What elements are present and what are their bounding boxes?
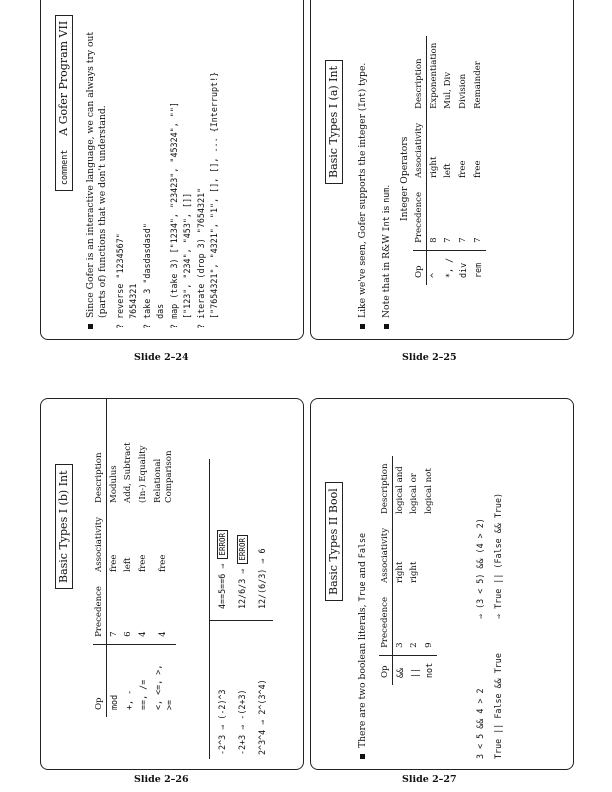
bullet-square-icon [384,324,389,329]
example-line: -2+3 ⇒ -(2+3) [237,689,247,755]
header-cell: Precedence [413,185,426,250]
table-row: *, / 7 left Mul, Div [441,36,456,285]
bullet-continuation: (parts of) functions that we don't understand. [97,105,108,318]
header-cell: Op [379,655,392,685]
example-line: 12/6/3 ⇒ ERROR [237,535,248,609]
operators-table [413,36,486,285]
divider [209,459,210,759]
slide-title: Basic Types II Bool [325,482,343,601]
header-cell: Description [93,399,106,510]
title-keyword: comment [59,149,69,185]
table-row: not 9 logical not [422,456,437,685]
example-line: 4==5==6 ⇒ ERROR [217,530,228,609]
bullet-square-icon [360,754,365,759]
header-cell: Associativity [93,510,106,579]
example-line: True || False && True [493,653,503,759]
example-line: -2^3 ⇒ (-2)^3 [217,689,227,755]
implies-arrow-icon: ⇒ [237,568,247,574]
table-caption: Integer Operators [399,136,410,221]
table-row: rem 7 free Remainder [471,36,486,285]
bullet-square-icon [360,324,365,329]
table-row: || 2 right logical or [407,456,422,685]
implies-arrow-icon: ⇒ [493,613,503,619]
code-line: ? iterate (drop 3) "7654321" [196,187,206,329]
header-cell: Description [379,456,392,520]
slide-2-24 [40,0,304,340]
implies-arrow-icon: ⇒ [257,719,267,725]
table-row: mod 7 free Modulus [106,399,121,717]
implies-arrow-icon: ⇒ [475,613,485,619]
bullet-square-icon [88,324,93,329]
slide-title: Basic Types I (b) Int [55,464,73,589]
implies-arrow-icon: ⇒ [237,724,247,730]
code-line: ["7654321", "4321", "1", [], [], ... {Interrupt!} [209,71,219,319]
slide-caption: Slide 2–24 [134,352,189,363]
header-cell: Precedence [379,590,392,655]
code-line: 7654321 [128,283,138,319]
example-line: ⇒ (3 < 5) && (4 > 2) [475,518,485,619]
slide-caption: Slide 2–26 [134,774,189,785]
slide-caption: Slide 2–25 [402,352,457,363]
table-row: div 7 free Division [456,36,471,285]
slide-2-27 [310,398,574,770]
bullet: Like we've seen, Gofer supports the integer (Int) type. [357,63,369,329]
implies-arrow-icon: ⇒ [257,558,267,564]
table-row: ^ 8 right Exponentiation [426,36,441,285]
operators-table [379,456,437,685]
code-line: das [155,303,165,319]
error-badge: ERROR [217,530,228,559]
table-row: +, - 6 left Add, Subtract [121,399,136,717]
example-line: 12/(6/3) ⇒ 6 [257,548,267,609]
code-line: ["123", "234", "453", []] [182,192,192,319]
header-cell: Description [413,36,426,116]
example-line: 2^3^4 ⇒ 2^(3^4) [257,679,267,755]
example-line: 3 < 5 && 4 > 2 [475,688,485,759]
header-cell: Op [93,644,106,717]
slide-2-25 [310,0,574,340]
error-badge: ERROR [237,535,248,564]
bullet: There are two boolean literals, True and False [357,533,369,759]
header-cell: Associativity [413,116,426,185]
table-row: ==, /= 4 free (In-) Equality [136,399,151,717]
divider [209,620,273,621]
slide-title [55,15,73,191]
header-cell: Op [413,250,426,285]
example-line: ⇒ True || (False && True) [493,492,503,619]
slide-2-26 [40,398,304,770]
implies-arrow-icon: ⇒ [217,563,227,569]
bullet: Note that in R&W Int is num. [381,185,393,329]
code-line: ? reverse "1234567" [115,233,125,329]
table-row: <, <=, >, >= 4 free Relational Comparison [151,399,176,717]
bullet: Since Gofer is an interactive language, we can always try out [85,32,97,329]
slide-title: Basic Types I (a) Int [325,60,343,184]
header-cell: Associativity [379,521,392,590]
title-text: A Gofer Program VII [57,20,70,136]
operators-table [93,399,176,717]
slide-caption: Slide 2–27 [402,774,457,785]
table-row: && 3 right logical and [392,456,407,685]
implies-arrow-icon: ⇒ [217,724,227,730]
header-cell: Precedence [93,579,106,644]
code-line: ? map (take 3) ["1234", "23423", "45324", ""] [169,102,179,329]
code-line: ? take 3 "dasdasdasd" [142,223,152,329]
